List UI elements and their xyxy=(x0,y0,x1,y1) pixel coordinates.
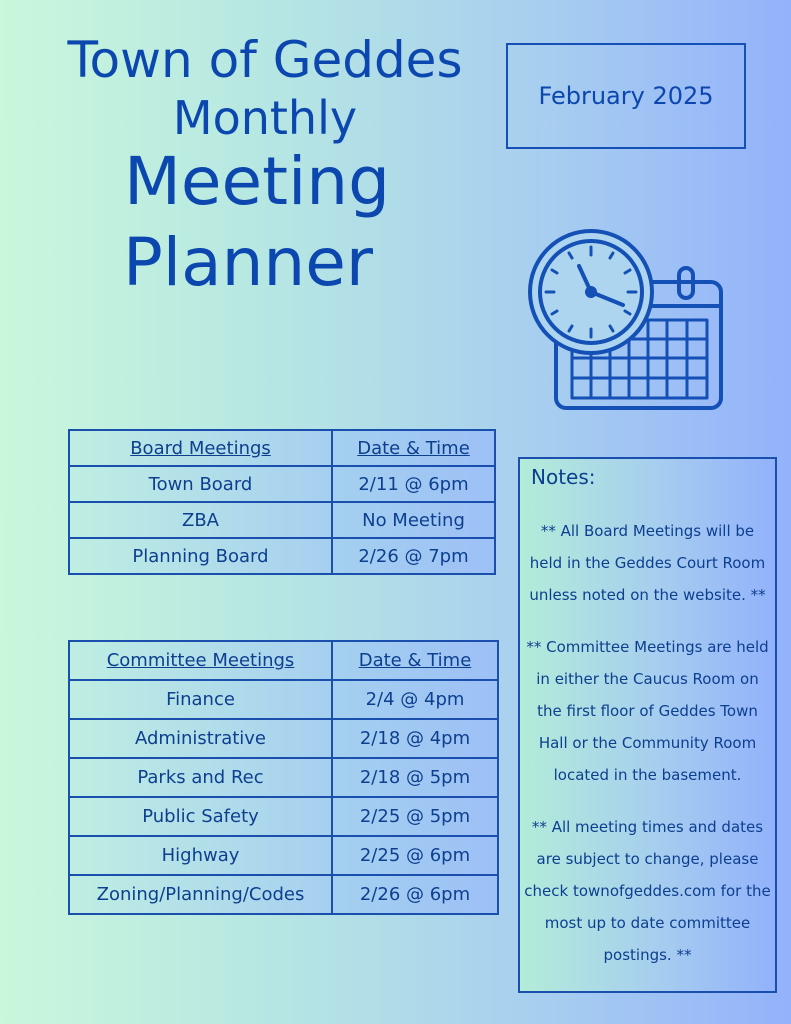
meeting-name: Town Board xyxy=(69,466,332,502)
meeting-datetime: 2/18 @ 4pm xyxy=(332,719,498,758)
meeting-name: Public Safety xyxy=(69,797,332,836)
table-row xyxy=(69,680,498,719)
notes-box xyxy=(518,457,777,993)
board-header-date: Date & Time xyxy=(332,430,495,466)
committee-header-date: Date & Time xyxy=(332,641,498,680)
committee-meetings-table xyxy=(68,640,499,915)
table-row xyxy=(69,797,498,836)
month-label: February 2025 xyxy=(506,43,746,149)
committee-header-name: Committee Meetings xyxy=(69,641,332,680)
meeting-name: Zoning/Planning/Codes xyxy=(69,875,332,914)
meeting-datetime: 2/11 @ 6pm xyxy=(332,466,495,502)
table-row xyxy=(69,719,498,758)
meeting-name: Parks and Rec xyxy=(69,758,332,797)
meeting-name: Highway xyxy=(69,836,332,875)
meeting-datetime: 2/25 @ 5pm xyxy=(332,797,498,836)
board-meetings-table xyxy=(68,429,496,575)
meeting-datetime: No Meeting xyxy=(332,502,495,538)
meeting-name: Planning Board xyxy=(69,538,332,574)
title-line-town: Town of Geddes xyxy=(67,31,463,89)
table-row xyxy=(69,466,495,502)
table-row xyxy=(69,502,495,538)
page-title xyxy=(40,30,490,308)
note-item: ** All meeting times and dates are subject to change, please check townofgeddes.com for the most up to date committee postings. ** xyxy=(524,818,771,964)
notes-heading: Notes: xyxy=(531,465,596,489)
meeting-datetime: 2/18 @ 5pm xyxy=(332,758,498,797)
board-header-name: Board Meetings xyxy=(69,430,332,466)
meeting-datetime: 2/26 @ 7pm xyxy=(332,538,495,574)
meeting-name: ZBA xyxy=(69,502,332,538)
meeting-datetime: 2/26 @ 6pm xyxy=(332,875,498,914)
table-row xyxy=(69,758,498,797)
title-line-planner: Planner xyxy=(123,224,373,301)
note-item: ** All Board Meetings will be held in the Geddes Court Room unless noted on the website. ** xyxy=(529,522,766,604)
table-row xyxy=(69,538,495,574)
table-header-row xyxy=(69,430,495,466)
title-line-meeting: Meeting xyxy=(123,143,391,220)
clock-calendar-icon xyxy=(526,226,726,416)
table-header-row xyxy=(69,641,498,680)
meeting-name: Finance xyxy=(69,680,332,719)
table-row xyxy=(69,875,498,914)
table-row xyxy=(69,836,498,875)
title-line-monthly: Monthly xyxy=(172,91,358,145)
meeting-name: Administrative xyxy=(69,719,332,758)
note-item: ** Committee Meetings are held in either the Caucus Room on the first floor of Geddes Town Hall or the Community Room located in the basement. xyxy=(526,638,769,784)
meeting-datetime: 2/4 @ 4pm xyxy=(332,680,498,719)
meeting-datetime: 2/25 @ 6pm xyxy=(332,836,498,875)
notes-body xyxy=(524,515,771,991)
